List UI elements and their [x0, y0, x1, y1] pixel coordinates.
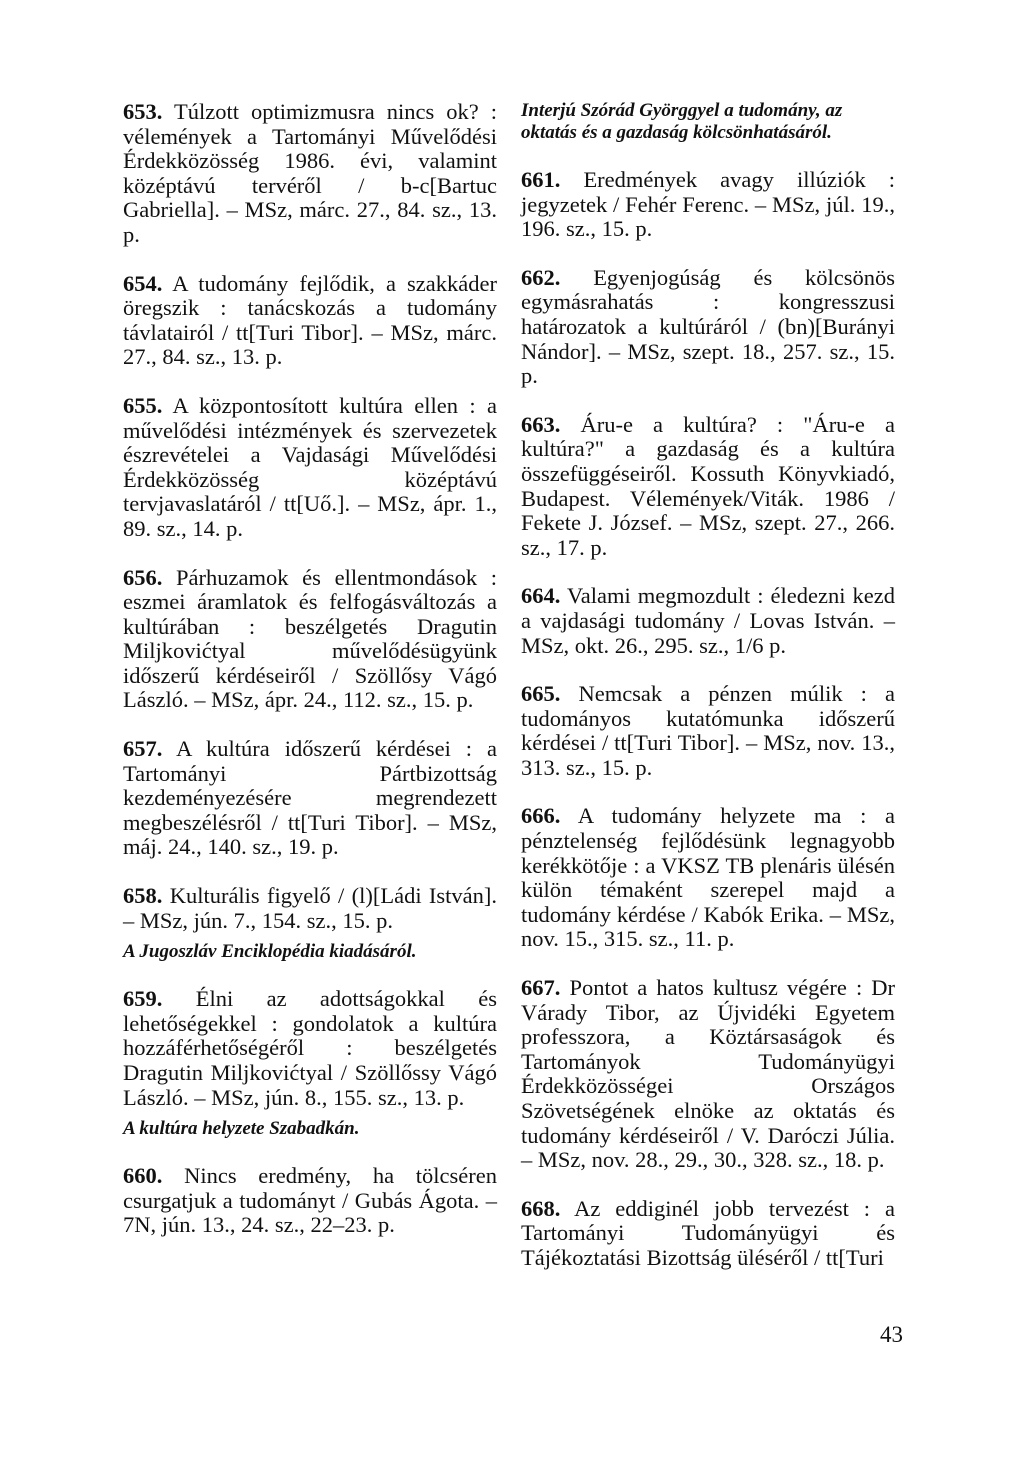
entry-number: 661. [521, 167, 561, 192]
entry-text: Élni az adottságokkal és lehetőségekkel : gondolatok a kultúra hozzáférhetőségéről : beszélgetés Dragutin Miljkovićtyal / Szöllőssy Vágó László. – MSz, jún. 8., 155. sz., 13. p. [123, 986, 497, 1110]
bibliography-entry [123, 566, 497, 714]
bibliography-entry [123, 737, 497, 860]
entry-annotation: Interjú Szórád Györggyel a tudomány, az oktatás és a gazdaság kölcsönhatásáról. [521, 100, 843, 143]
bibliography-entry [123, 1164, 497, 1238]
entry-text: Egyenjogúság és kölcsönös egymásrahatás : kongresszusi határozatok a kultúráról / (bn)[Burányi Nándor]. – MSz, szept. 18., 257. sz., 15. p. [521, 264, 896, 389]
left-column [123, 100, 497, 1262]
entry-number: 657. [123, 736, 163, 762]
entry-number: 653. [123, 99, 163, 124]
entry-text: Az eddiginél jobb tervezést : a Tartományi Tudományügyi és Tájékoztatási Bizottság üléséről / tt[Turi [521, 1195, 895, 1270]
entry-text: A kultúra időszerű kérdései : a Tartományi Pártbizottság kezdeményezésére megrendezett megbeszélésről / tt[Turi Tibor]. – MSz, máj. 24., 140. sz., 19. p. [123, 736, 497, 860]
bibliography-entry [123, 987, 497, 1110]
bibliography-entry [123, 272, 497, 370]
entry-text: Eredmények avagy illúziók : jegyzetek / Fehér Ferenc. – MSz, júl. 19., 196. sz., 15. p. [521, 167, 896, 242]
entry-text: Párhuzamok és ellentmondások : eszmei áramlatok és felfogásváltozás a kultúrában : beszélgetés Dragutin Miljkovićtyal művelődésügyünk időszerű kérdéseiről / Szöllősy Vágó László. – MSz, ápr. 24., 112. sz., 15. p. [123, 564, 497, 713]
bibliography-entry [521, 682, 895, 780]
bibliography-entry [521, 804, 895, 952]
bibliography-entry [521, 584, 895, 658]
entry-number: 663. [521, 411, 561, 437]
entry-number: 658. [123, 883, 163, 909]
bibliography-entry [521, 266, 895, 389]
bibliography-entry [521, 976, 895, 1173]
bibliography-entry [123, 100, 497, 248]
entry-text: A központosított kultúra ellen : a művelődési intézmények és szervezetek észrevételei a Vajdasági Művelődési Érdekközösség középtávú tervjavaslatáról / tt[Uő.]. – MSz, ápr. 1., 89. sz., 14. p. [123, 392, 498, 541]
entry-number: 656. [123, 564, 163, 590]
entry-number: 659. [123, 986, 163, 1012]
entry-text: Valami megmozdult : éledezni kezd a vajdasági tudomány / Lovas István. – MSz, okt. 26., 295. sz., 1/6 p. [521, 583, 895, 658]
entry-number: 665. [521, 681, 561, 707]
entry-number: 667. [521, 975, 561, 1001]
entry-text: Nemcsak a pénzen múlik : a tudományos kutatómunka időszerű kérdései / tt[Turi Tibor]. – MSz, nov. 13., 313. sz., 15. p. [521, 681, 895, 780]
page-number: 43 [880, 1322, 903, 1347]
right-column [521, 100, 895, 1295]
entry-annotation: A kultúra helyzete Szabadkán. [123, 1118, 360, 1140]
bibliography-entry [123, 394, 497, 542]
entry-number: 666. [521, 803, 561, 829]
entry-text: Túlzott optimizmusra nincs ok? : vélemények a Tartományi Művelődési Érdekközösség 1986. évi, valamint középtávú tervéről / b-c[Bartuc Gabriella]. – MSz, márc. 27., 84. sz., 13. p. [123, 99, 497, 247]
bibliography-entry [123, 884, 497, 933]
entry-number: 664. [521, 583, 561, 609]
entry-number: 660. [123, 1163, 163, 1189]
entry-text: Kulturális figyelő / (l)[Ládi István]. – MSz, jún. 7., 154. sz., 15. p. [123, 883, 498, 933]
entry-text: Pontot a hatos kultusz végére : Dr Várady Tibor, az Újvidéki Egyetem professzora, a Köztársaságok és Tartományok Tudományügyi Érdekközösségei Országos Szövetségének elnöke az oktatás és tudomány kérdéseiről / V. Daróczi Júlia. – MSz, nov. 28., 29., 30., 328. sz., 18. p. [521, 975, 895, 1173]
entry-number: 654. [123, 270, 163, 296]
entry-text: Áru-e a kultúra? : "Áru-e a kultúra?" a gazdaság és a kultúra összefüggéseiről. Kossuth Könyvkiadó, Budapest. Vélemények/Viták. 1986 / Fekete J. József. – MSz, szept. 27., 266. sz., 17. p. [521, 411, 895, 560]
entry-text: A tudomány fejlődik, a szakkáder öregszik : tanácskozás a tudomány távlatairól / tt[Turi Tibor]. – MSz, márc. 27., 84. sz., 13. p. [123, 270, 497, 370]
entry-text: A tudomány helyzete ma : a pénztelenség fejlődésünk legnagyobb kerékkötője : a VKSZ TB plenáris ülésén külön témaként szerepel majd a tudomány kérdése / Kabók Erika. – MSz, nov. 15., 315. sz., 11. p. [521, 803, 896, 952]
bibliography-entry [521, 168, 895, 242]
entry-annotation: A Jugoszláv Enciklopédia kiadásáról. [123, 941, 417, 963]
bibliography-entry [521, 413, 895, 561]
entry-number: 668. [521, 1195, 561, 1221]
entry-text: Nincs eredmény, ha tölcséren csurgatjuk a tudományt / Gubás Ágota. – 7N, jún. 13., 24. sz., 22–23. p. [123, 1163, 497, 1238]
bibliography-entry [521, 1197, 895, 1271]
entry-number: 662. [521, 264, 561, 290]
entry-number: 655. [123, 392, 163, 418]
